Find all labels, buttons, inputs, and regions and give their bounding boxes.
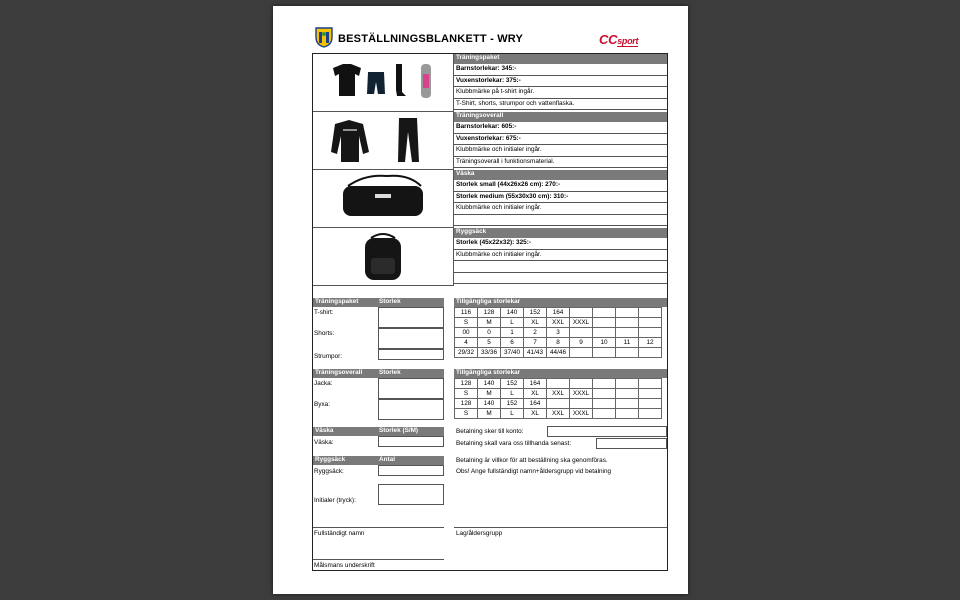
guardian-signature-line[interactable]	[313, 559, 444, 560]
size-cell	[639, 348, 662, 358]
tracksuit-image	[313, 112, 454, 170]
size-cell	[570, 348, 593, 358]
product-detail-line: Klubbmärke på t-shirt ingår.	[454, 87, 667, 99]
size-cell: 2	[524, 328, 547, 338]
payment-deadline-input[interactable]	[596, 438, 667, 449]
terms-line-1: Betalning är villkor för att beställning ska genomföras.	[456, 457, 608, 464]
backpack-header: Ryggsäck Antal	[313, 456, 444, 465]
size-cell: XXL	[547, 409, 570, 419]
size-cell: 164	[524, 379, 547, 389]
pants-label: Byxa:	[314, 401, 330, 408]
size-cell: 29/32	[455, 348, 478, 358]
bag-header: Väska Storlek (S/M)	[313, 427, 444, 436]
size-row	[455, 389, 662, 399]
size-cell: 10	[593, 338, 616, 348]
size-cell: L	[501, 409, 524, 419]
size-row	[455, 338, 662, 348]
document-title: BESTÄLLNINGSBLANKETT - WRY	[338, 33, 524, 45]
payment-account-label: Betalning sker till konto:	[456, 428, 524, 435]
size-cell: 41/43	[524, 348, 547, 358]
product-detail-line: T-Shirt, shorts, strumpor och vattenflaska.	[454, 99, 667, 111]
size-cell: 00	[455, 328, 478, 338]
size-cell: 116	[455, 308, 478, 318]
product-header: Träningspaket	[454, 54, 667, 64]
size-cell	[616, 328, 639, 338]
size-cell	[639, 399, 662, 409]
size-cell	[593, 308, 616, 318]
size-cell	[547, 379, 570, 389]
size-cell	[616, 308, 639, 318]
size-cell	[639, 409, 662, 419]
size-cell	[593, 379, 616, 389]
size-cell: XL	[524, 318, 547, 328]
size-cell	[616, 318, 639, 328]
shorts-size-input[interactable]	[378, 328, 444, 349]
size-cell: 0	[478, 328, 501, 338]
size-cell	[593, 389, 616, 399]
size-cell	[639, 318, 662, 328]
size-cell: 164	[524, 399, 547, 409]
size-cell	[616, 409, 639, 419]
pants-size-input[interactable]	[378, 399, 444, 420]
guardian-signature-label: Målsmans underskrift	[314, 562, 375, 569]
size-row	[455, 409, 662, 419]
size-cell	[593, 399, 616, 409]
product-header: Träningsoverall	[454, 112, 667, 122]
product-detail-line: Vuxenstorlekar: 675:-	[454, 134, 667, 146]
size-cell	[616, 348, 639, 358]
size-cell: 9	[570, 338, 593, 348]
size-cell: 7	[524, 338, 547, 348]
size-cell	[570, 308, 593, 318]
size-cell: 152	[524, 308, 547, 318]
size-cell: 164	[547, 308, 570, 318]
brand-logo: CCsport	[599, 32, 639, 47]
form-sheet	[312, 53, 668, 571]
size-cell: M	[478, 409, 501, 419]
size-cell	[639, 389, 662, 399]
size-cell: 33/36	[478, 348, 501, 358]
size-cell	[639, 308, 662, 318]
backpack-image	[313, 228, 454, 286]
size-cell: M	[478, 389, 501, 399]
size-cell: 128	[478, 308, 501, 318]
product-detail-line: Storlek small (44x26x26 cm): 270:-	[454, 180, 667, 192]
size-cell	[616, 379, 639, 389]
payment-account-input[interactable]	[547, 426, 667, 437]
tracksuit-icon	[313, 112, 454, 170]
size-cell	[616, 399, 639, 409]
size-cell: 152	[501, 379, 524, 389]
size-cell: 4	[455, 338, 478, 348]
initials-label: Initialer (tryck):	[314, 497, 356, 504]
size-cell	[593, 348, 616, 358]
training-pack-icon	[313, 54, 454, 112]
pack-sizes-table	[454, 307, 662, 358]
size-cell: S	[455, 318, 478, 328]
size-cell	[639, 328, 662, 338]
size-cell: XL	[524, 389, 547, 399]
size-cell: XXL	[547, 318, 570, 328]
socks-size-input[interactable]	[378, 349, 444, 360]
bag-image	[313, 170, 454, 228]
shorts-label: Shorts:	[314, 330, 335, 337]
size-cell: L	[501, 389, 524, 399]
size-cell: 140	[478, 399, 501, 409]
overall-sizes-table	[454, 378, 662, 419]
product-detail-line: Träningsoverall i funktionsmaterial.	[454, 157, 667, 169]
size-cell: 128	[455, 379, 478, 389]
size-cell	[593, 328, 616, 338]
training-pack-image	[313, 54, 454, 112]
size-row	[455, 328, 662, 338]
size-cell: 128	[455, 399, 478, 409]
overall-header: Träningsoverall Storlek	[313, 369, 444, 378]
product-detail-line: Klubbmärke och initialer ingår.	[454, 250, 667, 262]
size-cell: 12	[639, 338, 662, 348]
product-detail-line: Klubbmärke och initialer ingår.	[454, 203, 667, 215]
size-cell	[593, 409, 616, 419]
size-cell	[593, 318, 616, 328]
team-line[interactable]	[454, 527, 667, 528]
order-form-page	[273, 6, 688, 594]
size-cell: XXXL	[570, 409, 593, 419]
backpack-qty-input[interactable]	[378, 465, 444, 476]
size-cell	[547, 399, 570, 409]
socks-label: Strumpor:	[314, 353, 343, 360]
payment-deadline-label: Betalning skall vara oss tillhanda senast:	[456, 440, 572, 447]
size-cell: XXXL	[570, 318, 593, 328]
product-detail-line: Klubbmärke och initialer ingår.	[454, 145, 667, 157]
size-cell: 152	[501, 399, 524, 409]
size-cell	[570, 328, 593, 338]
size-cell: 8	[547, 338, 570, 348]
terms-line-2: Obs! Ange fullständigt namn+åldersgrupp vid betalning	[456, 468, 612, 475]
pack-header: Träningspaket Storlek	[313, 298, 444, 307]
tshirt-label: T-shirt:	[314, 309, 334, 316]
product-detail-line	[454, 273, 667, 285]
size-row	[455, 308, 662, 318]
size-cell: S	[455, 389, 478, 399]
bag-label: Väska:	[314, 439, 334, 446]
size-cell: XL	[524, 409, 547, 419]
product-detail-line	[454, 215, 667, 227]
full-name-label: Fullständigt namn	[314, 530, 365, 537]
initials-input[interactable]	[378, 484, 444, 505]
size-cell: S	[455, 409, 478, 419]
size-row	[455, 348, 662, 358]
size-cell: 11	[616, 338, 639, 348]
jacket-size-input[interactable]	[378, 378, 444, 399]
size-cell: 6	[501, 338, 524, 348]
product-detail-line: Barnstorlekar: 345:-	[454, 64, 667, 76]
jacket-label: Jacka:	[314, 380, 333, 387]
size-row	[455, 379, 662, 389]
product-detail-line: Storlek medium (55x30x30 cm): 310:-	[454, 192, 667, 204]
size-cell: 140	[501, 308, 524, 318]
overall-sizes-header: Tillgängliga storlekar	[454, 369, 667, 378]
product-detail-line	[454, 261, 667, 273]
size-cell: 37/40	[501, 348, 524, 358]
product-detail-line: Vuxenstorlekar: 375:-	[454, 76, 667, 88]
size-cell: XXXL	[570, 389, 593, 399]
team-label: Lag/åldersgrupp	[456, 530, 503, 537]
product-header: Ryggsäck	[454, 228, 667, 238]
full-name-line[interactable]	[313, 527, 444, 528]
size-cell: 1	[501, 328, 524, 338]
bag-size-input[interactable]	[378, 436, 444, 447]
size-cell: 44/46	[547, 348, 570, 358]
size-cell: 5	[478, 338, 501, 348]
size-cell: XXL	[547, 389, 570, 399]
bag-icon	[313, 170, 454, 228]
size-cell: L	[501, 318, 524, 328]
product-detail-line: Barnstorlekar: 605:-	[454, 122, 667, 134]
size-cell	[639, 379, 662, 389]
tshirt-size-input[interactable]	[378, 307, 444, 328]
club-logo-icon	[314, 26, 334, 48]
size-cell: 140	[478, 379, 501, 389]
backpack-icon	[313, 228, 454, 286]
size-row	[455, 399, 662, 409]
size-cell	[570, 379, 593, 389]
size-row	[455, 318, 662, 328]
size-cell	[616, 389, 639, 399]
size-cell: M	[478, 318, 501, 328]
size-cell	[570, 399, 593, 409]
pack-sizes-header: Tillgängliga storlekar	[454, 298, 667, 307]
size-cell: 3	[547, 328, 570, 338]
backpack-label: Ryggsäck:	[314, 468, 344, 475]
product-header: Väska	[454, 170, 667, 180]
product-detail-line: Storlek (45x22x32): 325:-	[454, 238, 667, 250]
